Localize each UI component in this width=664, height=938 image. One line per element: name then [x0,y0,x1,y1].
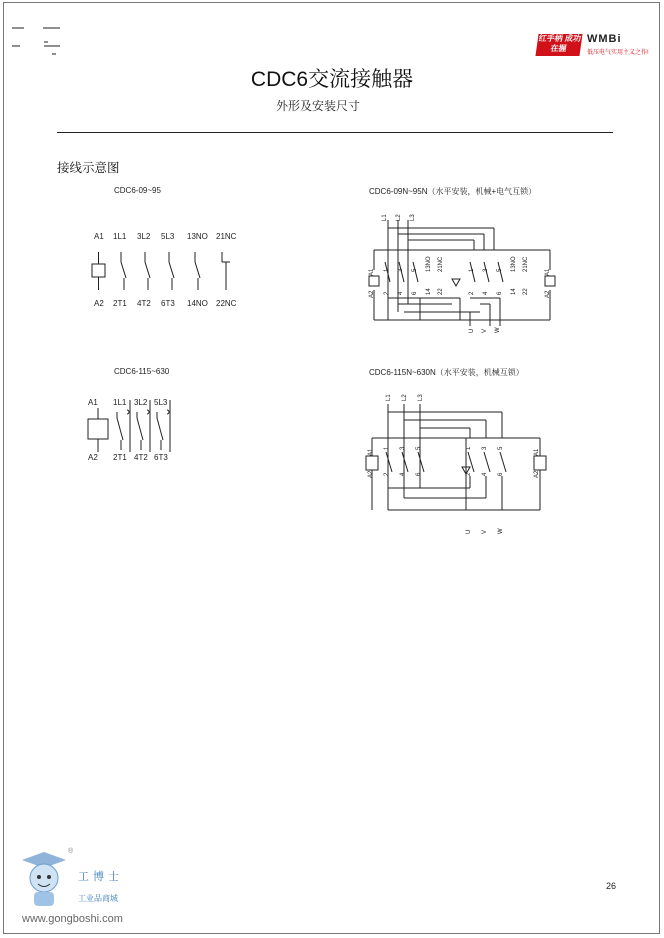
d2-pin-21nc-right: 21NC [523,256,529,272]
brand-logo [537,30,663,60]
d3-top-1l1: 1L1 [113,398,127,407]
d4-pin-6-left: 6 [416,472,422,476]
d1-bot-6t3: 6T3 [161,299,175,308]
d4-pin-4-right: 4 [482,472,488,476]
d1-bot-a2: A2 [94,299,104,308]
d2-pin-3-right: 3 [483,268,489,272]
registered-mark: ® [68,848,74,855]
d3-bot-2t1: 2T1 [113,453,127,462]
d2-pin-5-right: 5 [497,268,503,272]
d4-pin-3-right: 3 [482,446,488,450]
d4-pin-2-right: 2 [466,472,472,476]
d2-pin-4-left: 4 [398,291,404,295]
d2-line-l2: L2 [396,214,402,221]
d4-load-v: V [482,529,488,534]
diagram-4-caption: CDC6-115N~630N（水平安装，机械互锁） [369,368,524,377]
d2-load-v: V [482,328,488,333]
d2-line-l1: L1 [382,214,388,221]
brand-name: WMBi [587,33,622,45]
d2-pin-3-left: 3 [398,268,404,272]
d4-coil-a2-right: A2 [534,470,540,478]
d4-pin-1-left: 1 [384,446,390,450]
d2-coil-a1-right: A1 [545,268,551,276]
d1-bot-4t2: 4T2 [137,299,151,308]
d2-pin-22-right: 22 [523,288,529,295]
diagram-3-caption: CDC6-115~630 [114,367,170,376]
d2-coil-a2-right: A2 [545,290,551,298]
d1-bot-14no: 14NO [187,299,208,308]
d2-load-u: U [469,328,475,333]
d4-pin-5-left: 5 [416,446,422,450]
d1-top-13no: 13NO [187,232,208,241]
d3-top-5l3: 5L3 [154,398,168,407]
d1-top-1l1: 1L1 [113,232,127,241]
d3-top-3l2: 3L2 [134,398,148,407]
d4-pin-5-right: 5 [498,446,504,450]
d2-pin-21nc-left: 21NC [438,256,444,272]
brand-badge: 红手柄 成功在握 [535,34,582,56]
d1-bot-2t1: 2T1 [113,299,127,308]
d2-pin-14-left: 14 [426,288,432,295]
mascot-name: 工博士 [78,871,123,883]
d4-pin-1-right: 1 [466,446,472,450]
crop-marks [8,24,68,64]
d2-pin-1-left: 1 [384,268,390,272]
d4-coil-a1-right: A1 [534,448,540,456]
page-title: CDC6交流接触器 [250,68,414,91]
d1-top-21nc: 21NC [216,232,237,241]
d2-pin-4-right: 4 [483,291,489,295]
d4-pin-3-left: 3 [400,446,406,450]
brand-slogan: 低压电气实用主义之作! [587,50,649,56]
d4-pin-6-right: 6 [498,472,504,476]
page-border [3,2,660,934]
d2-pin-13no-right: 13NO [511,256,517,272]
mascot-icon [14,850,74,910]
d4-line-l2: L2 [402,394,408,401]
d2-pin-14-right: 14 [511,288,517,295]
d2-pin-6-left: 6 [412,291,418,295]
site-url[interactable]: www.gongboshi.com [22,913,123,925]
page-subtitle: 外形及安装尺寸 [276,99,361,113]
d2-coil-a1-left: A1 [369,268,375,276]
d4-line-l3: L3 [418,394,424,401]
d2-pin-2-right: 2 [469,291,475,295]
d4-coil-a2-left: A2 [368,470,374,478]
d4-line-l1: L1 [386,394,392,401]
d2-pin-2-left: 2 [384,291,390,295]
d4-coil-a1-left: A1 [368,448,374,456]
d1-top-5l3: 5L3 [161,232,175,241]
d2-pin-13no-left: 13NO [426,256,432,272]
d1-top-a1: A1 [94,232,104,241]
d1-top-3l2: 3L2 [137,232,151,241]
d2-load-w: W [495,327,501,333]
d4-load-u: U [466,529,472,534]
d2-line-l3: L3 [410,214,416,221]
d2-pin-22-left: 22 [438,288,444,295]
mascot-subtitle: 工业品商城 [78,894,118,903]
diagram-2-caption: CDC6-09N~95N（水平安装，机械+电气互锁） [369,187,537,196]
d2-pin-1-right: 1 [469,268,475,272]
d3-bot-a2: A2 [88,453,98,462]
section-title: 接线示意图 [57,161,120,175]
d4-pin-4-left: 4 [400,472,406,476]
diagram-1-caption: CDC6-09~95 [114,186,161,195]
d2-pin-6-right: 6 [497,291,503,295]
d4-pin-2-left: 2 [384,472,390,476]
d4-load-w: W [498,528,504,534]
d3-bot-4t2: 4T2 [134,453,148,462]
d2-pin-5-left: 5 [412,268,418,272]
d2-coil-a2-left: A2 [369,290,375,298]
header-divider [57,132,613,133]
d3-bot-6t3: 6T3 [154,453,168,462]
d3-top-a1: A1 [88,398,98,407]
page-number: 26 [606,881,617,891]
d1-bot-22nc: 22NC [216,299,237,308]
